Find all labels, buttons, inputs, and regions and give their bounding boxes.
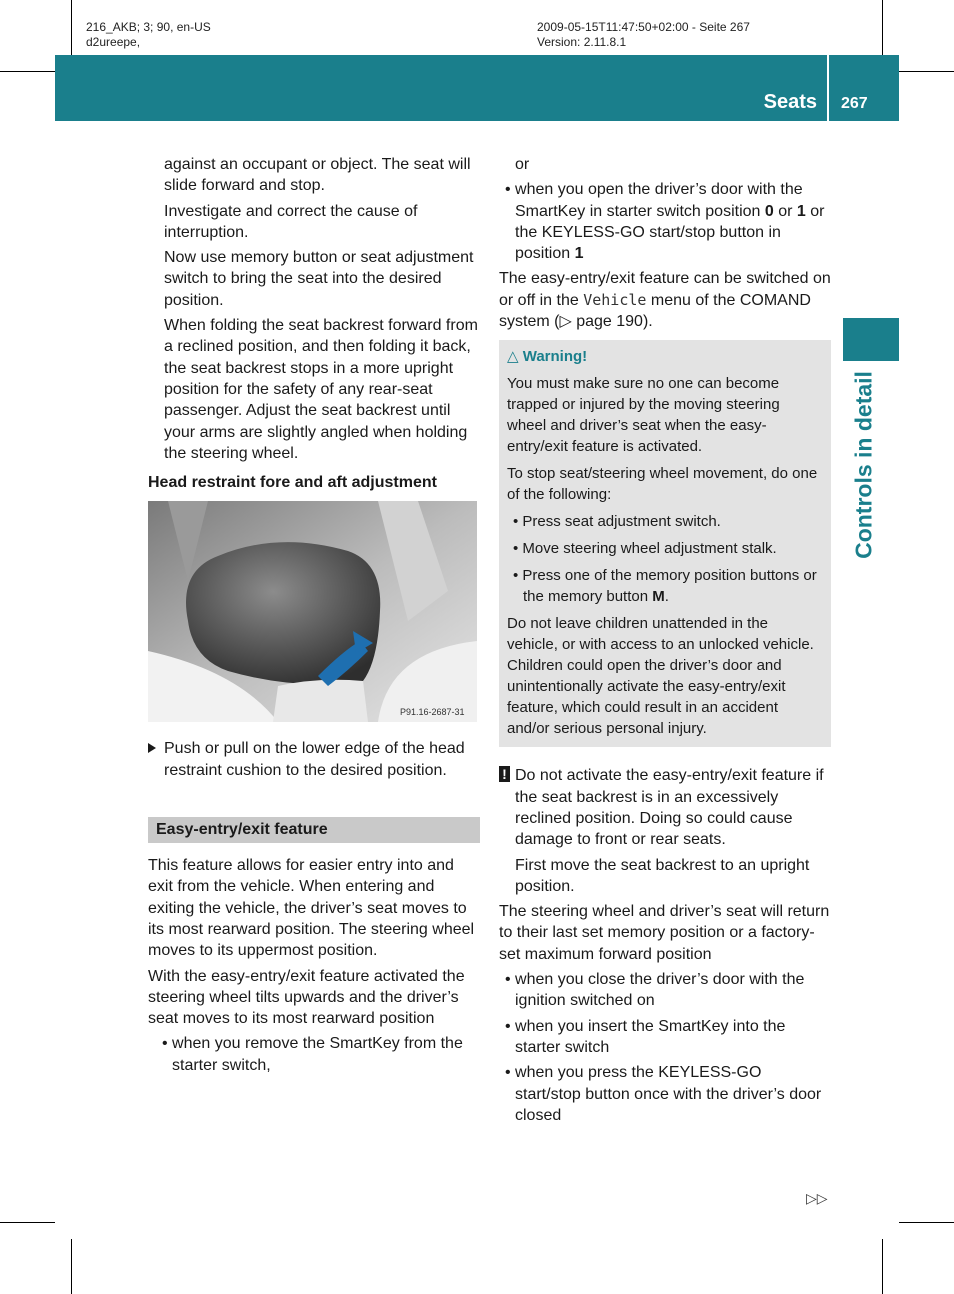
warning-list-item: • Press seat adjustment switch. xyxy=(513,513,721,531)
header-divider xyxy=(827,55,829,121)
warning-title-text: Warning! xyxy=(522,348,588,366)
notice-paragraph: First move the seat backrest to an upright position. xyxy=(515,856,810,895)
text-run: menu of the COMAND system ( xyxy=(499,291,811,331)
switch-position: 1 xyxy=(796,202,806,220)
header-band xyxy=(55,55,899,121)
warning-paragraph: You must make sure no one can become trapped or injured by the moving steering wheel and driver’s seat when the easy-entry/exit feature is activated. xyxy=(507,375,780,456)
list-item-text: Press seat adjustment switch. xyxy=(522,513,721,531)
crop-mark xyxy=(0,1222,55,1223)
meta-line: 2009-05-15T11:47:50+02:00 - Seite 267 xyxy=(537,20,750,34)
paragraph: When folding the seat backrest forward from a reclined position, and then folding it back, the seat backrest stops in a more upright position for the safety of any rear-seat passenger. Adjust the seat backrest until your arms are slightly angled when holding the steering wheel. xyxy=(164,317,478,462)
text-run: The easy-entry/exit feature can be switched on or off in the xyxy=(499,270,831,309)
photo-code: P91.16-2687-31 xyxy=(400,707,465,718)
text-run: . xyxy=(664,588,669,606)
crop-mark xyxy=(899,71,954,72)
list-item-text: Press one of the memory position buttons or the memory button xyxy=(522,567,817,606)
list-item: • when you remove the SmartKey from the starter switch, xyxy=(162,1035,463,1074)
text-run: or xyxy=(773,202,797,220)
crop-mark xyxy=(71,0,72,55)
instruction-text: Push or pull on the lower edge of the head restraint cushion to the desired position. xyxy=(164,740,465,779)
warning-paragraph: Do not leave children unattended in the vehicle, or with access to an unlocked vehicle. Children could open the driver’s door and unintentionally activate the easy-entry/exit feature, which could result in an accident and/or serious personal injury. xyxy=(507,615,814,738)
memory-button-label: M xyxy=(652,588,665,606)
paragraph: Investigate and correct the cause of interruption. xyxy=(164,202,418,241)
notice-text: Do not activate the easy-entry/exit feature if the seat backrest is in an excessively reclined position. Doing so could cause damage to front or rear seats. xyxy=(515,767,824,849)
meta-line: Version: 2.11.8.1 xyxy=(537,35,627,49)
list-item-text: when you press the KEYLESS-GO start/stop button once with the driver’s door closed xyxy=(515,1064,822,1124)
crop-mark xyxy=(0,71,55,72)
warning-list-item: • Press one of the memory position buttons or the memory button M. xyxy=(513,567,817,606)
paragraph: or xyxy=(515,156,530,173)
page-ref-icon: ▷ xyxy=(559,313,572,331)
head-restraint-photo xyxy=(148,501,480,722)
switch-position: 1 xyxy=(574,245,584,263)
list-item: • when you open the driver’s door with the SmartKey in starter switch position 0 or 1 or the KEYLESS-GO start/stop button in position 1 xyxy=(505,181,825,263)
switch-position: 0 xyxy=(764,202,774,220)
continue-icon: ▷▷ xyxy=(806,1190,828,1206)
meta-line: d2ureepe, xyxy=(86,35,141,49)
menu-name: Vehicle xyxy=(583,290,647,309)
paragraph: The steering wheel and driver’s seat will return to their last set memory position or a factory-set maximum forward position xyxy=(499,903,830,963)
side-tab-text: Controls in detail xyxy=(850,371,877,559)
instruction-step xyxy=(148,738,480,781)
warning-list-item: • Move steering wheel adjustment stalk. xyxy=(513,540,777,558)
crop-mark xyxy=(882,1239,883,1294)
section-title: Seats xyxy=(763,91,817,113)
warning-paragraph: To stop seat/steering wheel movement, do one of the following: xyxy=(507,465,818,504)
list-item-text: Move steering wheel adjustment stalk. xyxy=(522,540,777,558)
side-tab-label xyxy=(824,365,904,565)
warning-title xyxy=(507,346,823,367)
crop-mark xyxy=(71,1239,72,1294)
head-restraint-illustration xyxy=(148,501,477,722)
meta-line: 216_AKB; 3; 90, en-US xyxy=(86,20,211,34)
notice-icon: ! xyxy=(499,766,510,782)
section-heading xyxy=(148,817,480,843)
left-column xyxy=(148,154,480,1080)
paragraph xyxy=(499,268,831,332)
section-heading-text: Easy-entry/exit feature xyxy=(156,821,328,839)
subheading: Head restraint fore and aft adjustment xyxy=(148,474,437,492)
text-run: or the KEYLESS-GO start/stop button in position xyxy=(515,202,825,263)
spacer xyxy=(148,847,480,855)
list-item: • when you close the driver’s door with the ignition switched on xyxy=(505,971,805,1010)
list-item-text: when you insert the SmartKey into the starter switch xyxy=(515,1017,786,1056)
step-arrow-icon xyxy=(148,743,156,753)
warning-box xyxy=(499,340,831,747)
warning-icon: △ xyxy=(507,348,519,366)
list-item-text: when you close the driver’s door with the ignition switched on xyxy=(515,971,805,1010)
paragraph: With the easy-entry/exit feature activated the steering wheel tilts upwards and the driver’s seat moves to its most rearward position xyxy=(148,967,465,1028)
paragraph: against an occupant or object. The seat will slide forward and stop. xyxy=(164,156,471,195)
text-run: page 190). xyxy=(571,313,653,331)
print-meta-left xyxy=(86,20,211,50)
print-meta-right xyxy=(537,20,750,50)
right-column xyxy=(499,154,831,1130)
crop-mark xyxy=(899,1222,954,1223)
list-item: • when you insert the SmartKey into the starter switch xyxy=(505,1017,786,1056)
list-item-text: when you remove the SmartKey from the starter switch, xyxy=(172,1035,463,1074)
crop-mark xyxy=(882,0,883,55)
spacer xyxy=(148,785,480,817)
side-tab-marker xyxy=(843,318,899,361)
paragraph: Now use memory button or seat adjustment switch to bring the seat into the desired position. xyxy=(164,249,474,309)
spacer xyxy=(499,747,831,765)
text-run: when you open the driver’s door with the SmartKey in starter switch position xyxy=(515,181,803,220)
page-number: 267 xyxy=(841,95,868,112)
paragraph: This feature allows for easier entry into and exit from the vehicle. When entering and exiting the vehicle, the driver’s seat moves to its most rearward position. The steering wheel moves to its uppermost position. xyxy=(148,857,475,960)
list-item: • when you press the KEYLESS-GO start/stop button once with the driver’s door closed xyxy=(505,1064,822,1124)
notice xyxy=(499,765,831,850)
